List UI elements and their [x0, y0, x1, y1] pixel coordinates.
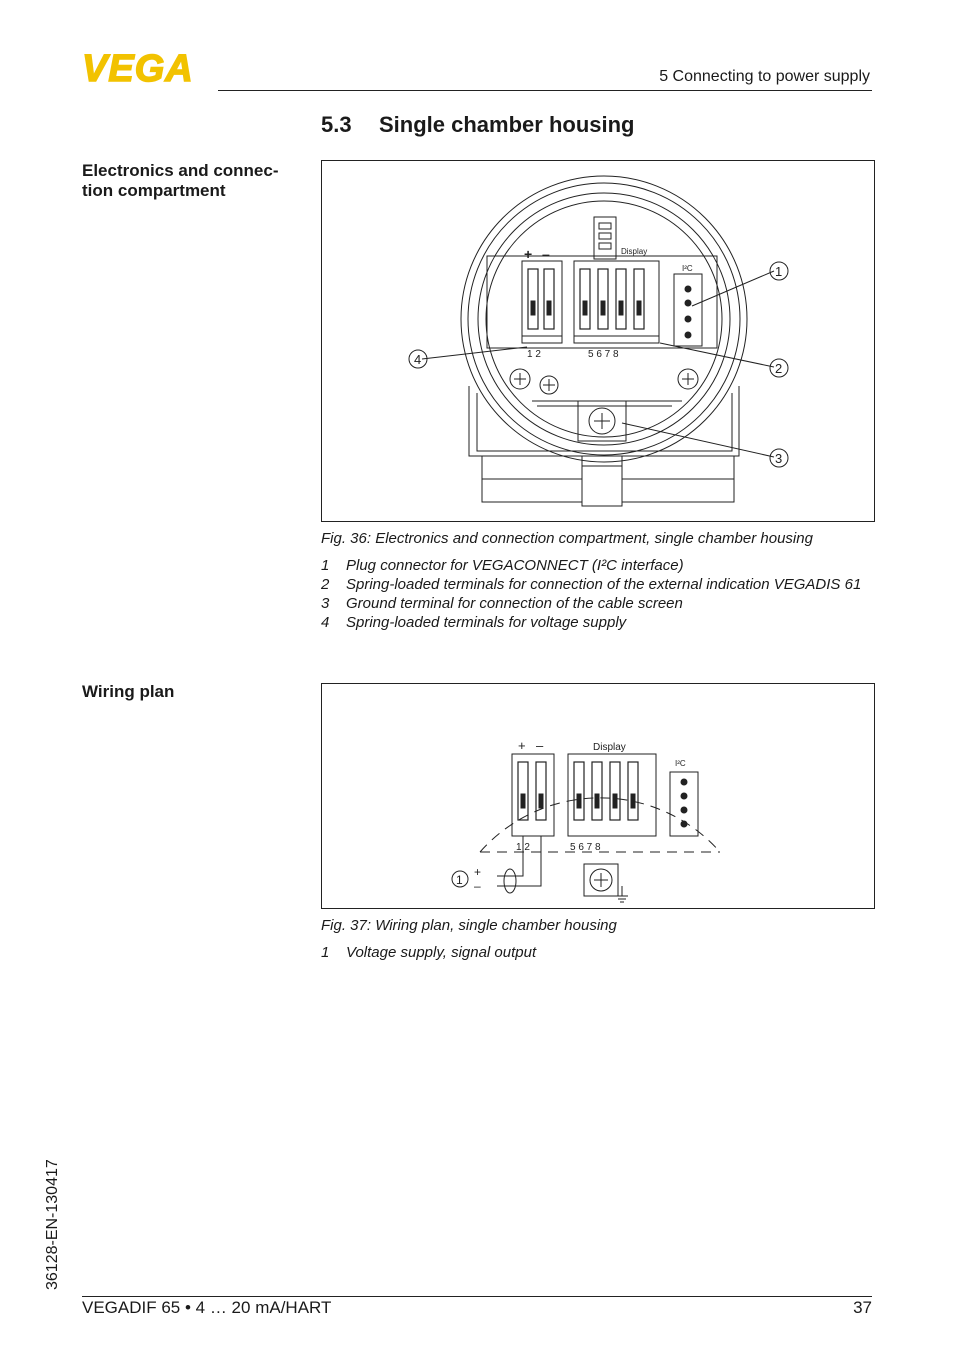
legend-text: Plug connector for VEGACONNECT (I²C interface): [346, 557, 684, 574]
figure-36: [321, 160, 875, 522]
side-heading-wiring-plan: Wiring plan: [82, 682, 175, 701]
section-title: [321, 112, 634, 138]
legend-item: [321, 556, 881, 575]
page-number: 37: [853, 1298, 872, 1317]
terminals-right-label: 5 6 7 8: [588, 349, 619, 360]
legend-number: 3: [321, 595, 330, 612]
callout-4-label: 4: [414, 352, 422, 367]
figure-37-legend: [321, 943, 881, 962]
legend-item: [321, 613, 881, 632]
wiring-diagram: [322, 684, 876, 910]
supply-plus-label: +: [474, 865, 482, 879]
display-label: Display: [593, 742, 626, 753]
cable-screen: [504, 869, 516, 893]
display-label: Display: [621, 247, 648, 256]
side-heading-electronics: Electronics and connec-tion compartment: [82, 161, 279, 200]
leader-4: [422, 347, 527, 359]
legend-number: 2: [321, 576, 330, 593]
figure-37-caption: Fig. 37: Wiring plan, single chamber housing: [321, 917, 617, 934]
header-rule: [218, 90, 872, 91]
figure-36-legend: [321, 556, 881, 632]
legend-item: [321, 943, 881, 962]
callout-1-label: 1: [456, 873, 463, 887]
legend-text: Ground terminal for connection of the cable screen: [346, 595, 683, 612]
running-header: 5 Connecting to power supply: [659, 68, 870, 85]
supply-minus-label: –: [474, 879, 481, 893]
figure-36-caption: Fig. 36: Electronics and connection compartment, single chamber housing: [321, 530, 813, 547]
figure-37: [321, 683, 875, 909]
housing-diagram: [322, 161, 876, 523]
callout-2-label: 2: [775, 361, 783, 376]
vega-logo: [82, 50, 212, 84]
housing-outer-ring: [461, 176, 747, 462]
plus-label: +: [518, 738, 526, 753]
legend-text: Spring-loaded terminals for voltage supply: [346, 614, 627, 631]
section-number: 5.3: [321, 112, 352, 137]
callout-3-label: 3: [775, 451, 783, 466]
legend-number: 4: [321, 614, 330, 631]
legend-number: 1: [321, 557, 330, 574]
legend-item: [321, 575, 881, 594]
legend-number: 1: [321, 944, 330, 961]
legend-text: Spring-loaded terminals for connection of the external indication VEGADIS 61: [346, 576, 862, 593]
plus-label: +: [524, 246, 533, 262]
callout-1-label: 1: [775, 264, 783, 279]
logo-text: VEGA: [82, 50, 194, 84]
section-title-text: Single chamber housing: [379, 112, 635, 137]
minus-label: –: [542, 246, 550, 262]
footer-rule: [82, 1296, 872, 1297]
i2c-label: I²C: [675, 759, 686, 768]
footer-product: VEGADIF 65 • 4 … 20 mA/HART: [82, 1298, 332, 1317]
i2c-label: I²C: [682, 264, 693, 273]
document-id: 36128-EN-130417: [44, 1159, 61, 1290]
minus-label: –: [536, 738, 544, 753]
leader-3: [622, 423, 774, 457]
terminals-right-label: 5 6 7 8: [570, 842, 601, 853]
legend-item: [321, 594, 881, 613]
terminals-left-label: 1 2: [527, 349, 541, 360]
legend-text: Voltage supply, signal output: [346, 944, 537, 961]
terminals-left-label: 1 2: [516, 842, 530, 853]
